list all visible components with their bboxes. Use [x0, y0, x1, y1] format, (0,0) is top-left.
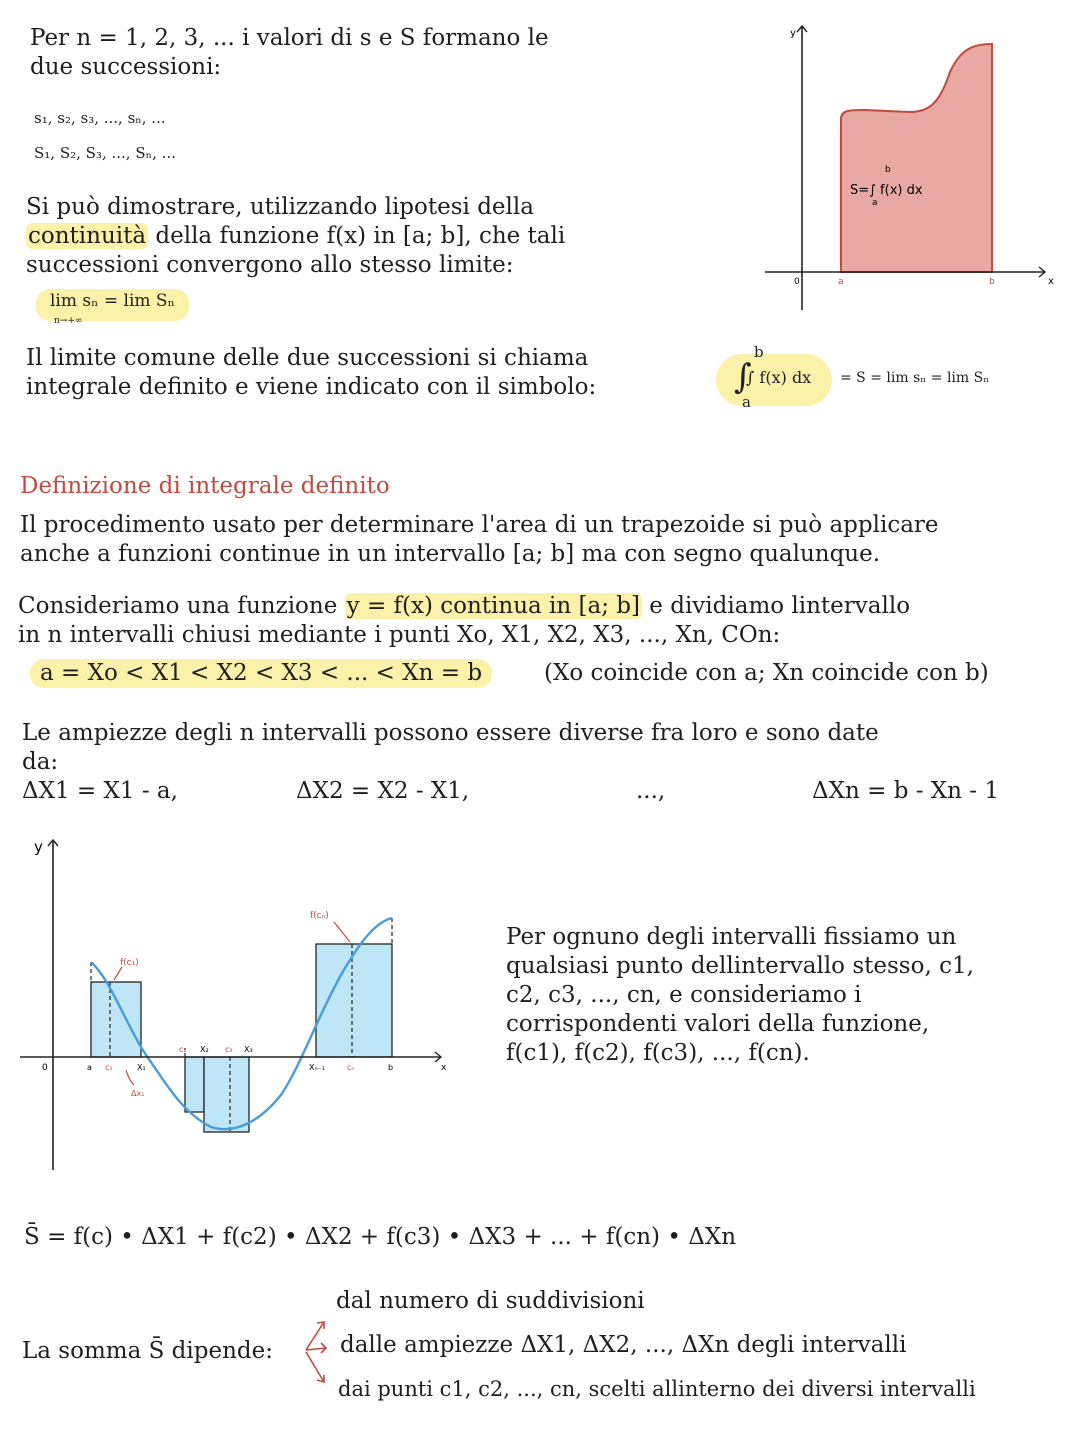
delta-xn: ΔXn = b - Xn - 1 — [812, 778, 1000, 804]
section-title: Definizione di integrale definito — [20, 473, 390, 499]
integral-equalities: = S = lim sₙ = lim Sₙ — [840, 370, 990, 386]
f-cn-pointer — [334, 922, 350, 942]
area-chart-x-label: x — [1048, 276, 1054, 287]
depends-arrows — [296, 1312, 336, 1392]
description-line-3: c2, c3, ..., cn, e consideriamo i — [506, 982, 862, 1008]
tick-c1: c₁ — [105, 1063, 113, 1072]
tick-x1: X₁ — [137, 1063, 146, 1072]
highlight-function: y = f(x) continua in [a; b] — [346, 593, 640, 619]
f-c1-pointer — [114, 967, 122, 980]
area-chart — [760, 22, 1060, 312]
delta-dots: ..., — [636, 778, 666, 804]
rectangle-1 — [91, 982, 141, 1057]
definition-p2-line-2: in n intervalli chiusi mediante i punti Xo, X1, X2, X3, ..., Xn, COn: — [18, 622, 781, 648]
integral-body: ∫ f(x) dx — [746, 368, 812, 387]
riemann-sum-formula: S̄ = f(c) • ΔX1 + f(c2) • ΔX2 + f(c3) • ΔX3 + ... + f(cn) • ΔXn — [24, 1224, 737, 1250]
convergence-line-2 — [26, 222, 565, 251]
description-line-5: f(c1), f(c2), f(c3), ..., f(cn). — [506, 1040, 810, 1066]
definition-p1-line-2: anche a funzioni continue in un intervallo [a; b] ma con segno qualunque. — [20, 541, 881, 567]
integral-upper: b — [754, 343, 764, 361]
common-limit-line-1: Il limite comune delle due successioni si chiama — [26, 345, 589, 371]
area-region — [841, 44, 992, 272]
tick-a: a — [87, 1063, 92, 1072]
limit-formula — [36, 289, 189, 326]
area-chart-b-label: b — [989, 277, 995, 287]
sequence-s: s₁, s₂, s₃, ..., sₙ, ... — [34, 109, 166, 127]
tick-b: b — [388, 1063, 394, 1072]
limit-subscript: n→+∞ — [54, 316, 83, 326]
area-chart-y-label: y — [790, 28, 796, 39]
definition-p3-line-2: da: — [22, 749, 59, 775]
intro-line-2: due successioni: — [30, 54, 222, 80]
convergence-line-2-rest: della funzione f(x) in [a; b], che tali — [148, 223, 566, 249]
description-line-4: corrispondenti valori della funzione, — [506, 1011, 930, 1037]
rectangle-2 — [185, 1057, 204, 1112]
definition-p1-line-1: Il procedimento usato per determinare l'area di un trapezoide si può applicare — [20, 512, 939, 538]
delta-x1-brace — [126, 1070, 134, 1085]
intro-line-1: Per n = 1, 2, 3, ... i valori di s e S formano le — [30, 25, 549, 51]
integral-lower: a — [742, 393, 751, 411]
integral-definition-formula — [716, 343, 1046, 411]
tick-xn-1: Xₙ₋₁ — [309, 1063, 326, 1072]
tick-x3: X₃ — [244, 1045, 253, 1054]
delta-x1: ΔX1 = X1 - a, — [22, 778, 178, 804]
riemann-x-label: x — [441, 1063, 447, 1073]
depends-item-3: dai punti c1, c2, ..., cn, scelti allinterno dei diversi intervalli — [338, 1377, 976, 1401]
common-limit-line-2: integrale definito e viene indicato con il simbolo: — [26, 374, 597, 400]
depends-item-2: dalle ampiezze ΔX1, ΔX2, ..., ΔXn degli intervalli — [340, 1332, 907, 1358]
highlight-continuita: continuità — [28, 223, 147, 249]
rectangle-3 — [204, 1057, 249, 1132]
convergence-line-1: Si può dimostrare, utilizzando lipotesi della — [26, 194, 534, 220]
description-line-2: qualsiasi punto dellintervallo stesso, c1, — [506, 953, 974, 979]
p2-text-a: Consideriamo una funzione — [18, 593, 345, 619]
area-chart-origin: 0 — [794, 277, 800, 287]
tick-c2: c₂ — [179, 1045, 187, 1054]
depends-label: La somma S̄ dipende: — [22, 1338, 273, 1364]
f-cn-label: f(cₙ) — [310, 911, 329, 921]
p2-text-b: e dividiamo lintervallo — [641, 593, 911, 619]
delta-x1-label: Δx₁ — [131, 1089, 145, 1098]
area-formula-upper: b — [885, 165, 891, 175]
tick-c3: c₃ — [225, 1045, 233, 1054]
area-formula-lower: a — [872, 198, 878, 208]
partition-note: (Xo coincide con a; Xn coincide con b) — [544, 660, 989, 686]
delta-x2: ΔX2 = X2 - X1, — [296, 778, 470, 804]
description-line-1: Per ognuno degli intervalli fissiamo un — [506, 924, 957, 950]
area-chart-a-label: a — [838, 277, 844, 287]
integral-sign: ∫ — [734, 357, 752, 397]
riemann-y-label: y — [34, 838, 43, 856]
sequence-S: S₁, S₂, S₃, ..., Sₙ, ... — [34, 144, 176, 162]
area-formula: S=∫ f(x) dx — [850, 183, 923, 198]
f-c1-label: f(c₁) — [120, 958, 139, 968]
convergence-line-3: successioni convergono allo stesso limite: — [26, 252, 514, 278]
riemann-chart — [16, 830, 476, 1190]
partition-chain: a = Xo < X1 < X2 < X3 < ... < Xn = b — [30, 659, 492, 688]
definition-p2-line-1 — [18, 592, 910, 621]
depends-item-1: dal numero di suddivisioni — [336, 1288, 645, 1314]
tick-cn: cₙ — [347, 1063, 355, 1072]
riemann-origin: 0 — [42, 1063, 48, 1073]
definition-p3-line-1: Le ampiezze degli n intervalli possono essere diverse fra loro e sono date — [22, 720, 879, 746]
tick-x2: X₂ — [200, 1045, 209, 1054]
limit-formula-text: lim sₙ = lim Sₙ — [50, 291, 175, 311]
